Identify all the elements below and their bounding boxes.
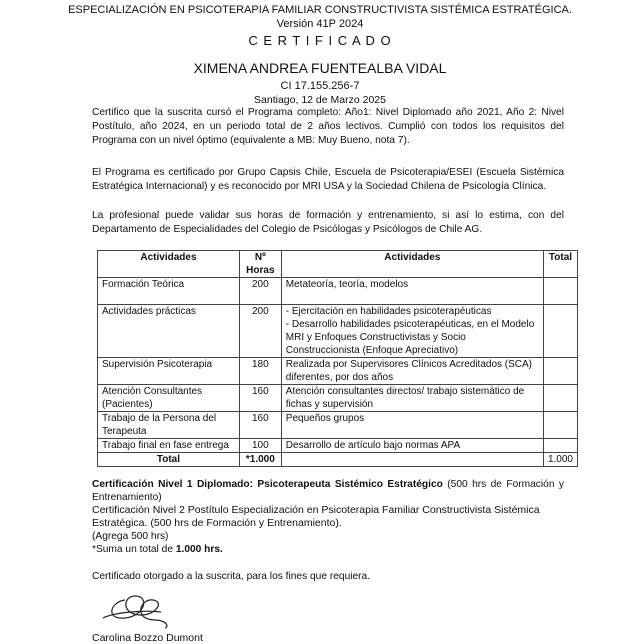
table-row — [98, 305, 578, 358]
cert-sum — [92, 543, 564, 557]
sum-prefix: *Suma un total de — [92, 544, 176, 555]
activities-table — [97, 250, 578, 467]
activity-total — [543, 385, 577, 412]
table-row — [98, 278, 578, 305]
cert-adds: (Agrega 500 hrs) — [92, 531, 169, 542]
activity-hours: 180 — [239, 358, 281, 385]
place-date: Santiago, 12 de Marzo 2025 — [254, 94, 386, 106]
program-title: ESPECIALIZACIÓN EN PSICOTERAPIA FAMILIAR CONSTRUCTIVISTA SISTÉMICA ESTRATÉGICA. — [68, 4, 572, 16]
signatory-name: Carolina Bozzo Dumont — [92, 632, 203, 644]
cert-level1-title: Certificación Nivel 1 Diplomado: Psicoterapeuta Sistémico Estratégico — [92, 479, 443, 490]
recipient-name: XIMENA ANDREA FUENTEALBA VIDAL — [193, 60, 447, 76]
sum-total: 1.000 hrs. — [175, 544, 223, 555]
activity-name: Supervisión Psicoterapia — [98, 358, 240, 385]
version: Versión 41P 2024 — [276, 18, 364, 30]
activity-name: Trabajo final en fase entrega — [98, 439, 240, 453]
activity-name: Atención Consultantes (Pacientes) — [98, 385, 240, 412]
header-total: Total — [543, 251, 577, 278]
activity-name: Formación Teórica — [98, 278, 240, 305]
activity-total — [543, 439, 577, 453]
table-row — [98, 439, 578, 453]
activity-description: - Ejercitación en habilidades psicoterapéuticas - Desarrollo habilidades psicoterapéuticas, en el Modelo MRI y Enfoques Constructivistas y Socio Construccionista (Enfoque Apreciativo) — [281, 305, 543, 358]
activity-description: Metateoría, teoría, modelos — [281, 278, 543, 305]
cert-level2: Certificación Nivel 2 Postítulo Especialización en Psicoterapia Familiar Constructivista Sistémica Estratégica. (500 hrs de Formación y Entrenamiento). — [92, 504, 540, 529]
activity-description: Atención consultantes directos/ trabajo sistemático de fichas y supervisión — [281, 385, 543, 412]
table-row — [98, 385, 578, 412]
activity-description: Pequeños grupos — [281, 412, 543, 439]
header-activities: Actividades — [98, 251, 240, 278]
table-row — [98, 412, 578, 439]
document-title: C E R T I F I C A D O — [248, 33, 392, 48]
header-hours: Nº Horas — [239, 251, 281, 278]
activity-hours: 200 — [239, 305, 281, 358]
activity-name: Trabajo de la Persona del Terapeuta — [98, 412, 240, 439]
table-header-row — [98, 251, 578, 278]
table-row — [98, 358, 578, 385]
activity-total — [543, 305, 577, 358]
paragraph-validation: La profesional puede validar sus horas de formación y entrenamiento, si así lo estima, con del Departamento de Especialidades del Colegio de Psicólogas y Psicólogos de Chile AG. — [92, 210, 564, 235]
activity-hours: 200 — [239, 278, 281, 305]
total-label: Total — [98, 453, 240, 467]
activity-hours: 160 — [239, 412, 281, 439]
paragraph-recognition: El Programa es certificado por Grupo Capsis Chile, Escuela de Psicoterapia/ESEI (Escuela Sistémica Estratégica Internacional) y es reconocido por MRI USA y la Sociedad Chilena de Psicología Clínica. — [92, 167, 564, 192]
paragraph-program: Certifico que la suscrita cursó el Programa completo: Año1: Nivel Diplomado año 2021, Año 2: Nivel Postítulo, año 2024, en un periodo total de 2 años lectivos. Cumplió con todos los requisitos del Programa con un nivel óptimo (equivalente a MB: Muy Bueno, nota 7). — [92, 107, 564, 146]
recipient-ci: CI 17.155.256-7 — [280, 80, 360, 92]
closing-statement: Certificado otorgado a la suscrita, para los fines que requiera. — [92, 571, 371, 582]
activity-description: Realizada por Supervisores Clínicos Acreditados (SCA) diferentes, por dos años — [281, 358, 543, 385]
activity-name: Actividades prácticas — [98, 305, 240, 358]
activity-hours: 100 — [239, 439, 281, 453]
cert-level1 — [92, 478, 564, 504]
total-value: 1.000 — [543, 453, 577, 467]
activity-hours: 160 — [239, 385, 281, 412]
table-total-row — [98, 453, 578, 467]
signature — [95, 590, 175, 630]
activity-description: Desarrollo de artículo bajo normas APA — [281, 439, 543, 453]
header-description: Actividades — [281, 251, 543, 278]
activity-total — [543, 358, 577, 385]
total-hours: *1.000 — [239, 453, 281, 467]
activity-total — [543, 278, 577, 305]
cert-level1-hours: (500 hrs de Formación y Entrenamiento) — [92, 479, 564, 503]
activity-total — [543, 412, 577, 439]
total-empty — [281, 453, 543, 467]
